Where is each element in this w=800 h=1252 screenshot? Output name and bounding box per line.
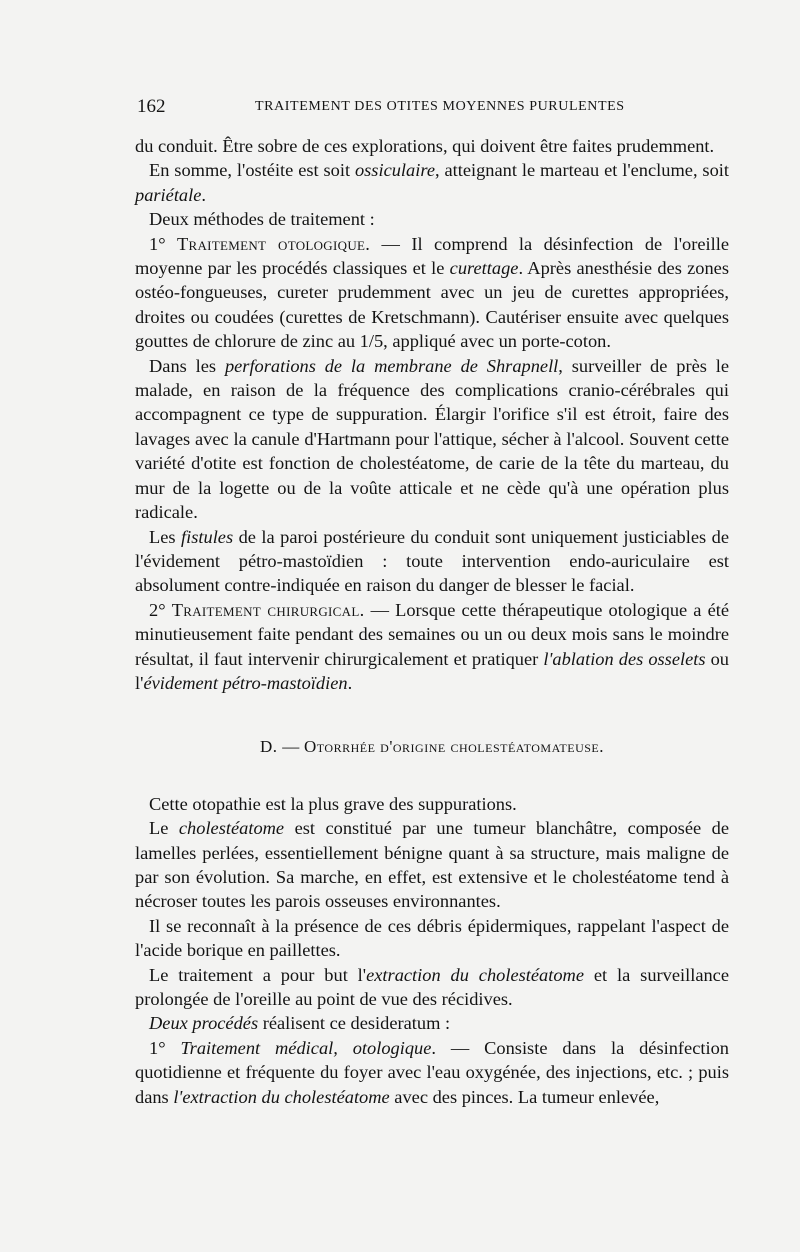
page-header	[137, 96, 729, 122]
paragraph: Deux procédés réalisent ce desideratum :	[149, 1013, 451, 1034]
paragraph: Le traitement a pour but l'extraction du cholestéatome et la surveillance prolongée de l'oreille au point de vue des récidives.	[135, 964, 730, 1009]
paragraph: Les fistules de la paroi postérieure du conduit sont uniquement justiciables de l'évidement pétro-mastoïdien : toute intervention endo-auriculaire est absolument contre-indiquée en raison du danger de blesser le facial.	[135, 526, 729, 596]
subsection-title: Traitement chirurgical.	[171, 599, 365, 620]
paragraph: En somme, l'ostéite est soit ossiculaire, atteignant le marteau et l'enclume, soit pariétale.	[135, 160, 729, 205]
paragraph: Dans les perforations de la membrane de Shrapnell, surveiller de près le malade, en raison de la fréquence des complications cranio-cérébrales qui accompagnent ce type de suppuration. Élargir l'orifice s'il est étroit, faire des lavages avec la canule d'Hartmann pour l'attique, sécher à l'alcool. Souvent cette variété d'otite est fonction de cholestéatome, de carie de la tête du marteau, du mur de la logette ou de la voûte atticale et ne cède qu'à une opération plus radicale.	[135, 355, 730, 523]
paragraph: du conduit. Être sobre de ces explorations, qui doivent être faites prudemment.	[135, 136, 715, 156]
subsection-title: Traitement otologique.	[176, 233, 371, 254]
page-number: 162	[137, 96, 166, 117]
paragraph: 1° Traitement médical, otologique. — Consiste dans la désinfection quotidienne et fréquente du foyer avec l'eau oxygénée, des injections, etc. ; puis dans l'extraction du cholestéatome avec des pinces. La tumeur enlevée,	[135, 1037, 729, 1107]
section-heading: D. — Otorrhée d'origine cholestéatomateuse.	[259, 737, 604, 757]
paragraph: Il se reconnaît à la présence de ces débris épidermiques, rappelant l'aspect de l'acide borique en paillettes.	[135, 915, 729, 961]
paragraph: Deux méthodes de traitement :	[149, 209, 375, 230]
running-title: TRAITEMENT DES OTITES MOYENNES PURULENTES	[255, 99, 625, 114]
paragraph: 1° Traitement otologique. — Il comprend la désinfection de l'oreille moyenne par les procédés classiques et le curettage. Après anesthésie des zones ostéo-fongueuses, cureter prudemment avec un jeu de curettes appropriées, droites ou coudées (curettes de Kretschmann). Cautériser ensuite avec quelques gouttes de chlorure de zinc au 1/5, appliqué avec un porte-coton.	[135, 233, 730, 352]
paragraph: Le cholestéatome est constitué par une tumeur blanchâtre, composée de lamelles perlées, essentiellement bénigne quant à sa structure, mais maligne de par son évolution. Sa marche, en effet, est extensive et le cholestéatome tend à nécroser toutes les parois osseuses environnantes.	[135, 818, 729, 912]
paragraph: Cette otopathie est la plus grave des suppurations.	[149, 793, 517, 814]
paragraph: 2° Traitement chirurgical. — Lorsque cette thérapeutique otologique a été minutieusement faite pendant des semaines ou un ou deux mois sans le moindre résultat, il faut intervenir chirurgicalement et pratiquer l'ablation des osselets ou l'évidement pétro-mastoïdien.	[135, 599, 730, 693]
body-text	[135, 134, 729, 1109]
